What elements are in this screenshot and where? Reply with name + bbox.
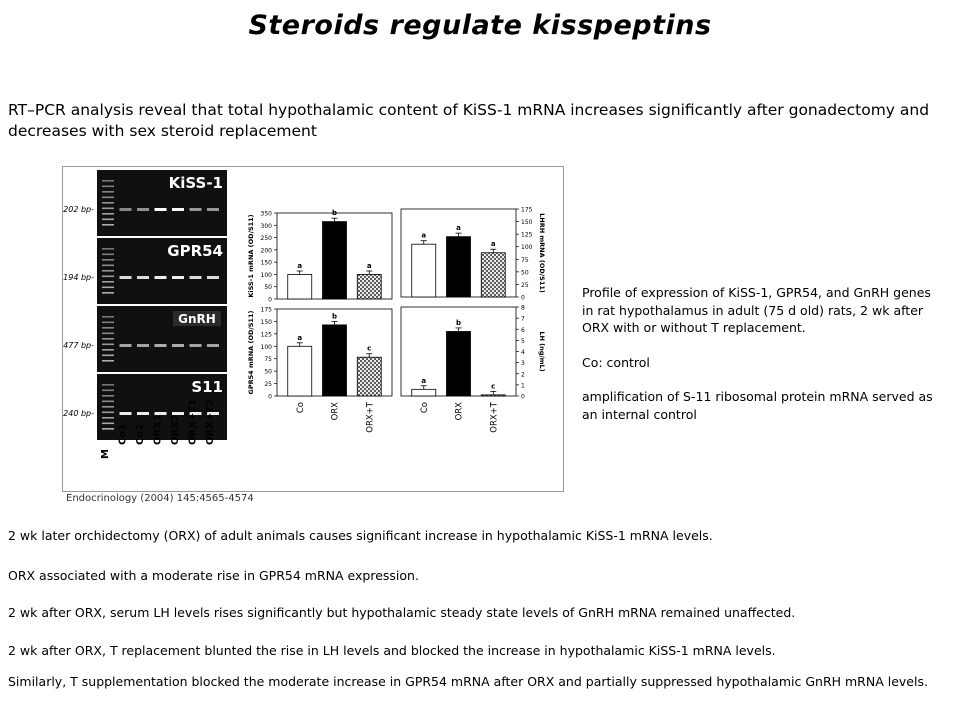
gel-band xyxy=(120,344,132,347)
marker-band xyxy=(102,254,114,256)
gel-band xyxy=(172,208,184,211)
marker-band xyxy=(102,395,114,397)
tick-label: 175 xyxy=(521,206,533,214)
marker-band xyxy=(102,197,114,199)
gel-band xyxy=(190,344,202,347)
significance-letter: a xyxy=(490,240,496,249)
gel-band xyxy=(120,276,132,279)
tick-label: 1 xyxy=(521,382,525,390)
marker-band xyxy=(102,417,114,419)
gel-band xyxy=(172,344,184,347)
caption-internal-control: amplification of S-11 ribosomal protein mRNA served as an internal control xyxy=(582,389,933,422)
gel-band xyxy=(155,276,167,279)
gel-label: GnRH xyxy=(178,312,216,326)
caption-control: Co: control xyxy=(582,354,650,370)
lane-label: Co1 xyxy=(117,423,129,445)
gel-label: KiSS-1 xyxy=(168,174,223,192)
gel-band xyxy=(207,344,219,347)
tick-label: 125 xyxy=(260,331,272,339)
marker-band xyxy=(102,191,114,193)
paragraph-5: Similarly, T supplementation blocked the moderate increase in GPR54 mRNA after ORX and partially suppressed hypothalamic GnRH mRNA levels. xyxy=(8,674,928,689)
paragraph-1: 2 wk later orchidectomy (ORX) of adult animals causes significant increase in hypothalamic KiSS-1 mRNA levels. xyxy=(8,528,713,543)
paragraph-3: 2 wk after ORX, serum LH levels rises significantly but hypothalamic steady state levels of GnRH mRNA remained unaffected. xyxy=(8,605,796,620)
marker-band xyxy=(102,344,114,346)
tick-label: 5 xyxy=(521,337,525,345)
category-label: ORX xyxy=(454,402,465,421)
significance-letter: b xyxy=(455,318,462,327)
tick-label: 250 xyxy=(260,235,272,243)
tick-label: 50 xyxy=(264,284,272,292)
figure-svg xyxy=(63,167,563,491)
tick-label: 100 xyxy=(260,343,272,351)
tick-label: 0 xyxy=(521,294,525,302)
tick-label: 4 xyxy=(521,349,525,356)
category-label: Co xyxy=(419,402,430,414)
tick-label: 50 xyxy=(264,368,272,376)
bar-co xyxy=(412,244,436,297)
bp-label: 202 bp- xyxy=(63,205,94,214)
gel-band xyxy=(207,276,219,279)
gel-band xyxy=(190,208,202,211)
marker-band xyxy=(102,338,114,340)
bar-orx-t xyxy=(357,274,381,299)
bp-label: 194 bp- xyxy=(63,273,94,282)
tick-label: 175 xyxy=(260,306,272,314)
marker-band xyxy=(102,219,114,221)
tick-label: 150 xyxy=(521,219,533,227)
tick-label: 50 xyxy=(521,269,529,277)
marker-band xyxy=(102,270,114,272)
significance-letter: c xyxy=(367,344,372,353)
tick-label: 125 xyxy=(521,231,533,239)
marker-band xyxy=(102,224,114,226)
tick-label: 75 xyxy=(264,356,272,364)
marker-band xyxy=(102,213,114,215)
significance-letter: a xyxy=(297,261,303,270)
gel-band xyxy=(137,276,149,279)
tick-label: 0 xyxy=(268,296,272,304)
tick-label: 8 xyxy=(521,304,525,312)
marker-band xyxy=(102,265,114,267)
bar-orx-t xyxy=(357,357,381,396)
category-label: Co xyxy=(295,402,306,414)
significance-letter: b xyxy=(331,312,338,321)
tick-label: 6 xyxy=(521,326,525,334)
gel-band xyxy=(120,412,132,415)
bar-orx-t xyxy=(481,395,505,396)
caption-description: Profile of expression of KiSS-1, GPR54, and GnRH genes in rat hypothalamus in adult (75 d old) rats, 2 wk after ORX with or without T replacement. xyxy=(582,285,931,335)
marker-band xyxy=(102,349,114,351)
tick-label: 75 xyxy=(521,256,529,264)
paragraph-4: 2 wk after ORX, T replacement blunted the rise in LH levels and blocked the increase in hypothalamic KiSS-1 mRNA levels. xyxy=(8,643,776,658)
marker-band xyxy=(102,428,114,430)
slide-title: Steroids regulate kisspeptins xyxy=(248,10,712,41)
tick-label: 2 xyxy=(521,371,525,379)
lane-label: ORX+T2 xyxy=(205,398,216,445)
tick-label: 0 xyxy=(268,393,272,401)
bar-co xyxy=(288,274,312,299)
bar-orx-t xyxy=(481,253,505,297)
y-axis-label: GPR54 mRNA (OD/S11) xyxy=(247,310,255,395)
gel-label: S11 xyxy=(191,378,223,396)
marker-band xyxy=(102,208,114,210)
tick-label: 100 xyxy=(521,244,533,252)
tick-label: 150 xyxy=(260,259,272,267)
bar-co xyxy=(288,346,312,396)
category-label: ORX xyxy=(330,402,341,421)
gel-band xyxy=(137,344,149,347)
marker-band xyxy=(102,281,114,283)
marker-band xyxy=(102,180,114,182)
bar-orx xyxy=(447,237,471,297)
marker-band xyxy=(102,401,114,403)
marker-band xyxy=(102,202,114,204)
y-axis-label: KiSS-1 mRNA (OD/S11) xyxy=(247,214,255,298)
bar-orx xyxy=(447,331,471,396)
lane-label: ORX2 xyxy=(170,414,181,445)
gel-band xyxy=(207,208,219,211)
significance-letter: b xyxy=(331,209,338,218)
lane-label: ORX1 xyxy=(152,414,164,445)
marker-band xyxy=(102,316,114,318)
bar-orx xyxy=(323,325,347,396)
marker-band xyxy=(102,322,114,324)
figure-panel xyxy=(62,166,564,492)
significance-letter: a xyxy=(456,224,461,233)
significance-letter: a xyxy=(297,333,303,342)
tick-label: 3 xyxy=(521,360,525,368)
gel-band xyxy=(137,412,149,415)
lane-label: Co2 xyxy=(135,423,146,445)
tick-label: 0 xyxy=(521,393,525,401)
lane-label: M xyxy=(100,449,111,459)
marker-band xyxy=(102,355,114,357)
marker-band xyxy=(102,276,114,278)
marker-band xyxy=(102,292,114,294)
gel-band xyxy=(120,208,132,211)
marker-band xyxy=(102,423,114,425)
tick-label: 150 xyxy=(260,318,272,326)
marker-band xyxy=(102,412,114,414)
marker-band xyxy=(102,186,114,188)
tick-label: 200 xyxy=(260,247,272,255)
tick-label: 7 xyxy=(521,315,525,323)
gel-band xyxy=(155,208,167,211)
lane-label: ORX+T1 xyxy=(187,398,199,445)
bar-orx xyxy=(323,222,347,299)
gel-band xyxy=(137,208,149,211)
marker-band xyxy=(102,287,114,289)
y-axis-label: LH (ng/mL) xyxy=(538,331,546,372)
significance-letter: a xyxy=(421,376,427,385)
tick-label: 25 xyxy=(264,381,272,389)
tick-label: 25 xyxy=(521,281,529,289)
paragraph-2: ORX associated with a moderate rise in GPR54 mRNA expression. xyxy=(8,568,419,583)
bar-co xyxy=(412,389,436,396)
marker-band xyxy=(102,384,114,386)
marker-band xyxy=(102,360,114,362)
significance-letter: c xyxy=(491,382,496,391)
intro-text: RT–PCR analysis reveal that total hypothalamic content of KiSS-1 mRNA increases significantly after gonadectomy and decreases with sex steroid replacement xyxy=(8,101,930,140)
marker-band xyxy=(102,406,114,408)
figure-source: Endocrinology (2004) 145:4565-4574 xyxy=(66,493,254,504)
figure-caption xyxy=(582,284,942,440)
category-label: ORX+T xyxy=(489,402,500,433)
gel-band xyxy=(155,344,167,347)
marker-band xyxy=(102,327,114,329)
marker-band xyxy=(102,390,114,392)
tick-label: 300 xyxy=(260,222,272,230)
bp-label: 240 bp- xyxy=(63,409,94,418)
bp-label: 477 bp- xyxy=(63,341,94,350)
tick-label: 350 xyxy=(260,210,272,218)
marker-band xyxy=(102,259,114,261)
tick-label: 100 xyxy=(260,271,272,279)
gel-band xyxy=(190,276,202,279)
gel-band xyxy=(172,276,184,279)
significance-letter: a xyxy=(366,261,372,270)
significance-letter: a xyxy=(421,231,427,240)
category-label: ORX+T xyxy=(365,402,376,433)
gel-label: GPR54 xyxy=(167,242,223,260)
marker-band xyxy=(102,248,114,250)
marker-band xyxy=(102,333,114,335)
y-axis-label: LHRH mRNA (OD/S11) xyxy=(538,213,546,293)
